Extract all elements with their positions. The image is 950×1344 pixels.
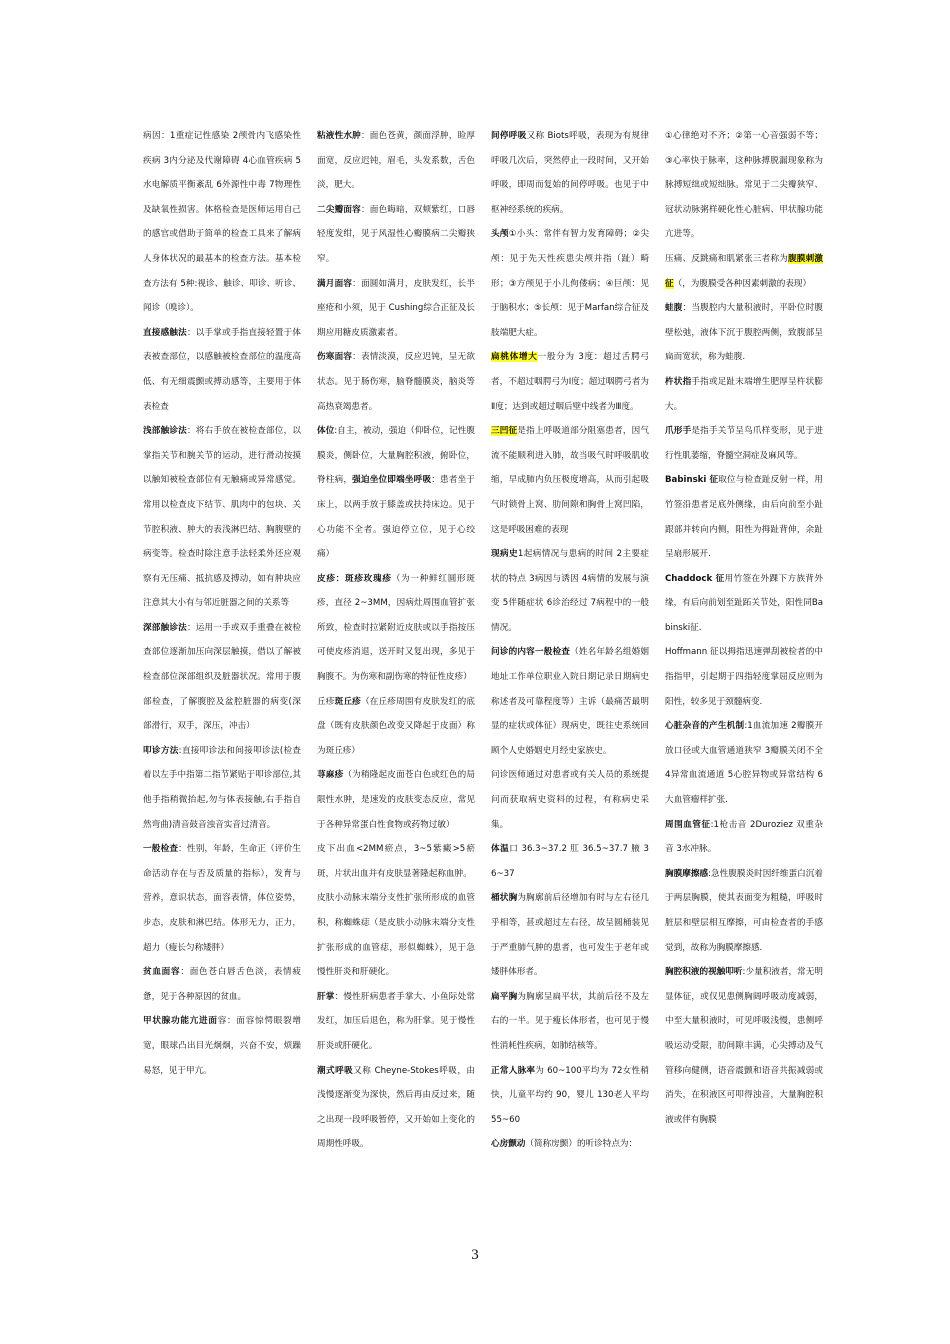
paragraph — [143, 837, 301, 960]
column-4 — [665, 124, 823, 1132]
paragraph-text: ①心律绝对不齐；②第一心音强弱不等；③心率快于脉率，这种脉搏脱漏现象称为脉搏短绌或短绌脉。常见于二尖瓣狭窄、冠状动脉粥样硬化性心脏病、甲状腺功能亢进等。 — [665, 131, 823, 240]
paragraph — [143, 616, 301, 739]
term-heading: 二尖瓣面容 — [317, 204, 361, 215]
term-heading: 桶状胸 — [491, 893, 518, 904]
term-heading: 皮疹：斑疹玫瑰疹 — [317, 573, 392, 584]
paragraph-text: ：运用一手或双手重叠在被检查部位逐渐加压向深层触摸，借以了解被检查部位深部组织及脏器状况。常用于腹部检查，了解腹腔及盆腔脏器的病变(深部滑行，双手，深压，冲击） — [143, 622, 301, 732]
paragraph-text: 为胸廓呈扁平状，其前后径不及左右的一半。见于瘦长体形者，也可见于慢性消耗性疾病，如肺结核等。 — [491, 991, 649, 1051]
term-heading: 一般检查 — [143, 844, 179, 855]
paragraph-text: （为稍隆起皮面苍白色或红色的局限性水肿，是速发的皮肤变态反应，常见于各种异常蛋白性食物或药物过敏） — [317, 770, 475, 830]
term-heading: 心房颤动 — [491, 1139, 526, 1150]
paragraph-text: 病因：1重症记性感染 2颅骨内飞感染性疾病 3内分泌及代谢障碍 4心血管疾病 5水电解质平衡紊乱 6外源性中毒 7物理性及缺氧性损害。体格检查是医师运用自己的感官或借助于简单的检查工具来了解病人身体状况的最基本的检查方法。基本检查方法有 5种:视诊、触诊、叩诊、听诊、闻诊（嗅诊）。 — [143, 131, 301, 314]
paragraph-text: ：以手掌或手指直接轻置于体表被查部位，以感触被检查部位的温度高低、有无细震颤或搏动感等，主要用于体表检查 — [143, 327, 301, 412]
paragraph — [143, 1009, 301, 1083]
paragraph — [491, 763, 649, 837]
paragraph — [491, 345, 649, 419]
paragraph — [665, 468, 823, 566]
paragraph-text: ：当腹腔内大量积液时，平卧位时腹壁松弛，液体下沉于腹腔两侧，致腹部呈扁而宽状，称为蛙腹. — [665, 303, 823, 363]
column-1 — [143, 124, 301, 1083]
paragraph-text: ：表情淡漠，反应迟钝，呈无欲状态。见于肠伤寒，脑脊髓膜炎，脑炎等高热衰竭患者。 — [317, 352, 475, 412]
term-heading: 体位 — [317, 426, 335, 437]
paragraph-text: 又称 Biots呼吸，表现为有规律呼吸几次后，突然停止一段时间，又开始呼吸，即周而复始的间停呼吸。也见于中枢神经系统的疾病。 — [491, 131, 649, 215]
paragraph-text: （，为腹膜受各种因素刺激的表现） — [673, 278, 812, 289]
paragraph-text: 皮肤小动脉末端分支性扩张所形成的血管积，称蜘蛛痣（是皮肤小动脉末端分支性扩张形成的血管痣，形似蜘蛛），见于急慢性肝炎和肝硬化。 — [317, 893, 475, 978]
paragraph — [665, 247, 823, 296]
paragraph-text: ：慢性肝病患者手掌大、小鱼际处常发红，加压后退色，称为肝掌。见于慢性肝炎或肝硬化。 — [317, 991, 475, 1051]
paragraph — [143, 419, 301, 616]
highlighted-term: 扁桃体增大 — [491, 352, 538, 363]
paragraph — [665, 640, 823, 714]
paragraph-text: 皮下出血<2MM瘀点，3~5紫癜>5瘀斑，片状出血并有皮肤显著隆起称血肿。 — [317, 844, 475, 879]
paragraph — [317, 1059, 475, 1157]
paragraph-text: 是指上呼吸道部分阻塞患者，因气流不能顺利进入肺，故当吸气时呼吸肌收缩，早成肺内负压极度增高，从而引起吸气时锁骨上窝、肋间隙和胸骨上窝凹陷，这是呼吸困难的表现 — [491, 426, 649, 535]
paragraph — [143, 960, 301, 1009]
paragraph — [491, 1059, 649, 1133]
paragraph-text: 又称 Cheyne-Stokes呼吸，由浅慢逐渐变为深快，然后再由反过来，随之出现一段呼吸暂停，又开始如上变化的周期性呼吸。 — [317, 1065, 475, 1150]
paragraph — [665, 370, 823, 419]
paragraph — [665, 714, 823, 812]
paragraph — [665, 862, 823, 960]
paragraph-text: ：将右手放在被检查部位，以掌指关节和腕关节的运动，进行滑动按摸以触知被检查部位有无触痛或异常感觉。常用以检查皮下结节、肌肉中的包块、关节腔积液、肿大的表浅淋巴结、胸腹壁的病变等。检查时除注意手法轻柔外还应观察有无压痛、抵抗感及搏动，如有肿块应注意其大小有与邻近脏器之间的关系等 — [143, 426, 301, 609]
paragraph — [665, 813, 823, 862]
term-heading: 周围血管征 — [665, 819, 711, 830]
paragraph-text: ：面色苍黄，颜面浮肿，睑厚面宽，反应迟钝，眉毛，头发系数，舌色淡，肥大。 — [317, 131, 475, 191]
paragraph — [143, 124, 301, 321]
column-2 — [317, 124, 475, 1157]
paragraph-text: Hoffmann 征以拇指迅速弹刮被检者的中指指甲，引起期于四指轻度掌屈反应则为阳性，较多见于颈髓病变. — [665, 647, 823, 707]
paragraph-text: （为一种鲜红圆形斑疹，直径 2~3MM，因病灶周围血管扩张所致，检查时拉紧附近皮肤或以手指按压可使皮疹消退，送开时又复出现，多见于胸腹不。为伤寒和副伤寒的特征性皮疹） — [317, 573, 475, 683]
term-heading: 深部触诊法 — [143, 622, 187, 633]
paragraph — [665, 567, 823, 641]
paragraph-text: 为胸廓前后径增加有时与左右径几乎相等，甚或超过左右径，故呈圆桶装见于严重肺气肿的患者，也可发生于老年或矮胖体形者。 — [491, 893, 649, 978]
paragraph-text: :1血流加速 2瓣膜开放口径或大血管通道狭窄 3瓣膜关闭不全 4异常血流通道 5心腔异物或异常结构 6大血管瘤样扩张. — [665, 721, 823, 806]
paragraph — [491, 640, 649, 763]
paragraph-text: 丘疹 — [317, 696, 335, 707]
paragraph — [491, 419, 649, 542]
paragraph-text: :自主，被动，强迫（仰卧位，记性腹膜炎，侧卧位，大量胸腔积液，俯卧位，脊柱病， — [317, 426, 475, 486]
paragraph-text: 一般分为 3度：超过舌腭弓者，不超过咽腭弓为Ⅰ度；超过咽腭弓者为Ⅱ度；达到或超过咽后壁中线者为Ⅲ度。 — [491, 352, 649, 412]
paragraph — [491, 985, 649, 1059]
term-heading: 现病史 — [491, 549, 518, 560]
paragraph — [317, 198, 475, 272]
term-heading: 心脏杂音的产生机制 — [665, 721, 745, 732]
term-heading: 胸膜摩擦感 — [665, 868, 709, 879]
term-heading: 荨麻疹 — [317, 770, 344, 781]
paragraph — [491, 542, 649, 640]
term-heading: 扁平胸 — [491, 991, 518, 1002]
paragraph — [317, 690, 475, 764]
term-heading: 肝掌 — [317, 991, 335, 1002]
paragraph — [317, 837, 475, 886]
paragraph — [665, 960, 823, 1132]
highlighted-term: 三凹征 — [491, 426, 518, 437]
paragraph — [491, 124, 649, 222]
term-heading: 贫血面容 — [143, 967, 181, 978]
term-heading: Chaddock 征 — [665, 573, 725, 584]
paragraph-text: （在丘疹周围有皮肤发红的底盘（既有皮肤颜色改变又降起于皮面）称为斑丘疹） — [317, 696, 475, 756]
paragraph — [491, 837, 649, 886]
paragraph-text: :直接叩诊法和间接叩诊法(检查着以左手中指第二指节紧贴于叩诊部位,其他手指稍微抬起,勿与体表接触,右手指自然弯曲)清音鼓音浊音实音过清音。 — [143, 745, 301, 830]
term-heading: 间停呼吸 — [491, 131, 527, 141]
paragraph-text: （姓名年龄名组婚姻地址工作单位职业入院日期记录日期病史称述者及可靠程度等）主诉（最痛苦最明显的症状或体征）现病史，既往史系统回顾个人史婚姻史月经史家族史。 — [491, 647, 649, 756]
term-heading: Babinski 征 — [665, 475, 719, 486]
paragraph-text: :少量积液者，常无明显体征，或仅见患侧胸阔呼吸动度减弱，中至大量积液时，可见呼吸浅慢，患侧呼吸运动受限，肋间隙丰满，心尖搏动及气管移向健侧，语音震颤和语音共振减弱或消失，在积液区可叩得浊音，大量胸腔积液或伴有胸膜 — [665, 967, 823, 1125]
term-heading: 粘液性水肿 — [317, 131, 361, 141]
paragraph — [491, 1132, 649, 1157]
paragraph-text: 问诊医师通过对患者或有关人员的系统提问而获取病史资料的过程，有称病史采集。 — [491, 770, 649, 830]
paragraph-text: :急性腹膜炎时因纤维蛋白沉着于两层胸膜，使其表面变为粗糙，呼吸时脏层和壁层相互摩擦，可由检查者的手感觉到，故称为胸膜摩擦感. — [665, 868, 823, 953]
paragraph — [665, 296, 823, 370]
term-heading: 浅部触诊法 — [143, 426, 187, 437]
term-heading: 问诊的内容一般检查 — [491, 647, 571, 658]
paragraph-text: 取位与检查趾反射一样，用竹签沿患者足底外侧缘，由后向前至小趾跟部并转向内侧，阳性为拇趾背伸，余趾呈扇形展开. — [665, 475, 823, 560]
paragraph-text: ：患者坐于床上，以两手放于膝盖或扶持床边。见于心功能不全者。强迫停立位，见于心绞痛） — [317, 475, 475, 560]
paragraph-text: 手指或足趾末端增生肥厚呈杵状膨大。 — [665, 376, 823, 412]
term-heading: 潮式呼吸 — [317, 1065, 354, 1076]
term-heading: 斑丘疹 — [334, 696, 361, 707]
paragraph — [317, 763, 475, 837]
term-heading: 胸腔积液的视触叩听 — [665, 967, 743, 978]
term-heading: 头颅 — [491, 229, 509, 240]
paragraph-text: 是指手关节呈鸟爪样变形，见于进行性肌萎缩，脊髓空洞症及麻风等。 — [665, 426, 823, 461]
paragraph — [665, 419, 823, 468]
term-heading: 正常人脉率 — [491, 1065, 536, 1076]
paragraph-text: 口 36.3~37.2 肛 36.5~37.7 腋 36~37 — [491, 844, 649, 879]
paragraph — [317, 419, 475, 567]
paragraph — [317, 272, 475, 346]
paragraph — [317, 124, 475, 198]
paragraph-text: ：面色苍白唇舌色淡，表情疲惫，见于各种原因的贫血。 — [143, 967, 301, 1002]
column-3 — [491, 124, 649, 1157]
paragraph-text: :1枪击音 2Duroziez 双重杂音 3水冲脉。 — [665, 819, 823, 855]
paragraph — [491, 886, 649, 984]
paragraph-text: ①小头：常伴有智力发育障碍；②尖颅：见于先天性疾患尖颅并指（趾）畸形；③方颅见于小儿佝偻病；④巨颅：见于脑积水；⑤长颅：见于Marfan综合征及肢端肥大症。 — [491, 229, 649, 338]
paragraph — [317, 985, 475, 1059]
paragraph-text: （简称房颤）的听诊特点为： — [525, 1139, 638, 1150]
paragraph-text: 压痛、反跳痛和肌紧张三者称为 — [665, 253, 789, 264]
term-heading: 直接感触法 — [143, 327, 187, 338]
paragraph — [317, 345, 475, 419]
paragraph-text: ：性别，年龄，生命正（评价生命活动存在与否及质量的指标），发育与营养，意识状态，面容表情，体位姿势，步态，皮肤和淋巴结。体形无力，正力，超力（瘦长匀称矮胖） — [143, 844, 301, 953]
paragraph-text: ：面圆如满月，皮肤发红，长半座疮和小须，见于 Cushing综合正征及长期应用糖皮质激素者。 — [317, 278, 475, 338]
page-number: 3 — [471, 1247, 479, 1263]
paragraph — [491, 222, 649, 345]
term-heading: 蛙腹 — [665, 303, 683, 314]
paragraph-text: ：面色晦暗，双颊紫红，口唇轻度发绀，见于风湿性心瓣膜病二尖瓣狭窄。 — [317, 204, 475, 264]
term-heading: 叩诊方法 — [143, 745, 179, 756]
paragraph-text: 1起病情况与患病的时间 2主要症状的特点 3病因与诱因 4病情的发展与演变 5伴随症状 6诊治经过 7病程中的一般情况。 — [491, 549, 649, 633]
paragraph-text: 用竹签在外踝下方族背外缘，有后向前划至趾跖关节处，阳性同Babinski征. — [665, 573, 823, 633]
term-heading: 强迫坐位即端坐呼吸 — [352, 475, 432, 486]
term-heading: 满月面容 — [317, 278, 353, 289]
paragraph — [143, 321, 301, 419]
term-heading: 体温 — [491, 844, 510, 855]
term-heading: 爪形手 — [665, 426, 692, 437]
paragraph-text: 为 60~100平均为 72女性稍快，儿童平均约 90，婴儿 130老人平均 55~60 — [491, 1065, 649, 1125]
term-heading: 甲状腺功能亢进面 — [143, 1016, 218, 1027]
paragraph — [143, 739, 301, 837]
term-heading: 伤寒面容 — [317, 352, 353, 363]
paragraph-text: 容：面容惊愕眼裂增宽，眼球凸出目光炯炯，兴奋不安，烦躁易怒，见于甲亢。 — [143, 1016, 301, 1076]
highlighted-term: 腹膜刺激征 — [665, 253, 823, 289]
paragraph — [317, 567, 475, 690]
paragraph — [665, 124, 823, 247]
term-heading: 杵状指 — [665, 376, 692, 387]
paragraph — [317, 886, 475, 984]
